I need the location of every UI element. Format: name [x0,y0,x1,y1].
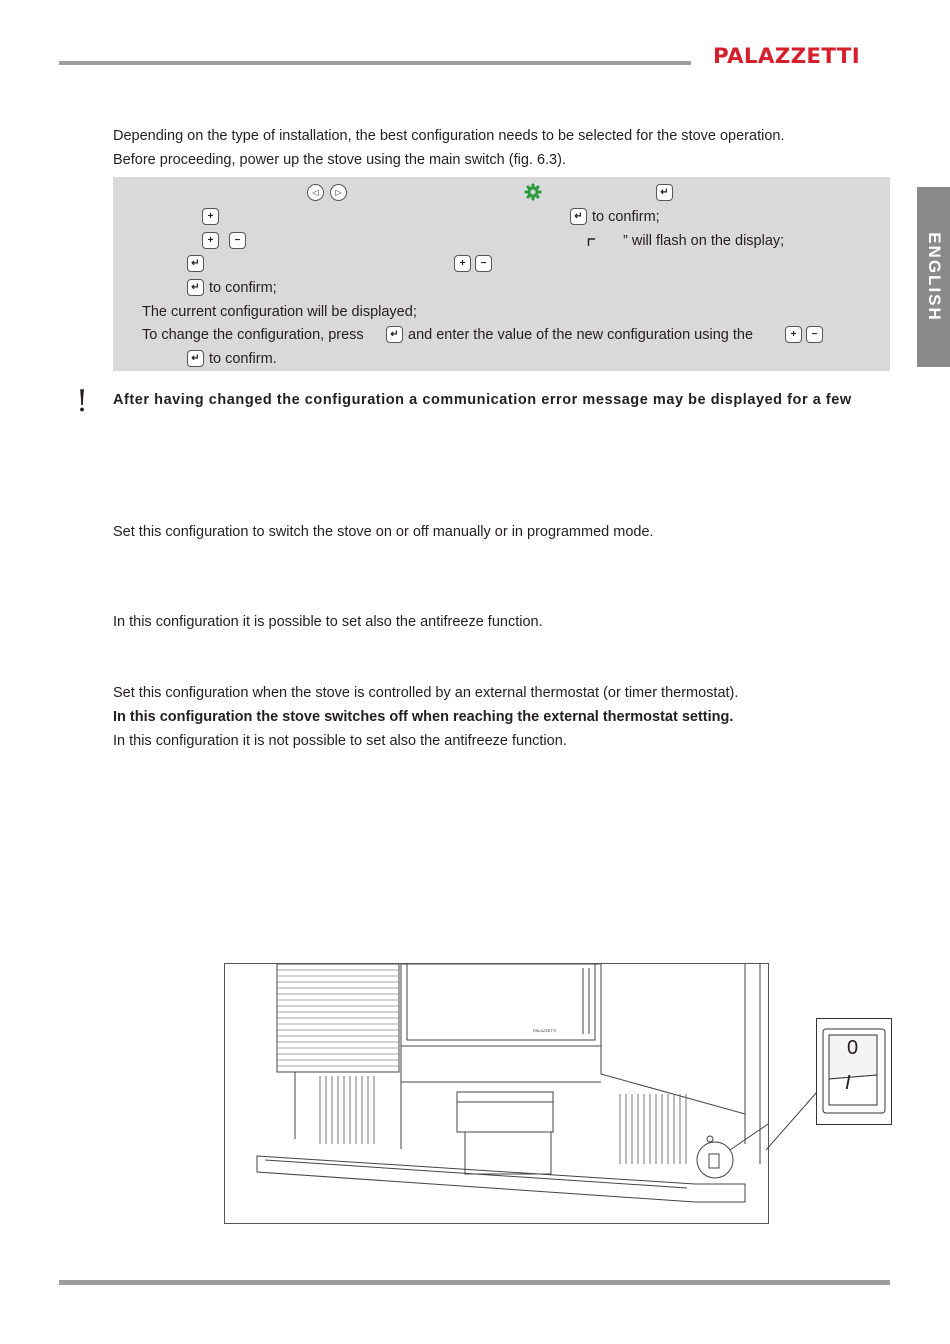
section-3-text: Set this configuration when the stove is controlled by an external thermostat (or timer thermostat). [113,685,739,701]
rocker-switch-icon [817,1019,891,1124]
enter-key-icon: ↵ [570,208,587,225]
enter-key-icon: ↵ [187,279,204,296]
intro-line-2: Before proceeding, power up the stove using the main switch (fig. 6.3). [113,152,566,168]
box-row-2-text: to confirm; [592,209,660,225]
stove-badge: PALAZZETTI [533,1028,557,1033]
plus-key-icon: + [202,232,219,249]
enter-key-icon: ↵ [187,350,204,367]
switch-off-label: 0 [847,1037,859,1059]
box-row-3-text: ” will flash on the display; [623,233,785,249]
switch-on-label: I [845,1072,851,1094]
box-row-8-text: to confirm. [209,351,277,367]
brand-logo: PALAZZETTI [713,44,860,68]
plus-key-icon: + [202,208,219,225]
box-row-6-text: The current configuration will be displayed; [142,304,417,320]
warning-mark: ! [76,384,89,419]
main-switch-detail [816,1018,892,1125]
section-3-bold-text: In this configuration the stove switches off when reaching the external thermostat setting. [113,709,734,725]
section-1-text: Set this configuration to switch the stove on or off manually or in programmed mode. [113,524,654,540]
box-row-5-text: to confirm; [209,280,277,296]
box-row-7-text-a: To change the configuration, press [142,327,364,343]
minus-key-icon: − [229,232,246,249]
callout-leader [766,1084,818,1154]
intro-line-1: Depending on the type of installation, the best configuration needs to be selected for the stove operation. [113,128,785,144]
language-tab-label: ENGLISH [924,232,944,322]
display-segment-icon [587,237,597,247]
left-arrow-icon: ◁ [307,184,324,201]
warning-text: After having changed the configuration a communication error message may be displayed for a few [113,392,852,408]
language-tab [917,187,950,367]
footer-rule [59,1280,890,1285]
section-3-note: In this configuration it is not possible to set also the antifreeze function. [113,733,567,749]
box-row-7-text-b: and enter the value of the new configuration using the [408,327,754,343]
plus-key-icon: + [785,326,802,343]
stove-illustration [225,964,768,1223]
enter-key-icon: ↵ [187,255,204,272]
section-2-text: In this configuration it is possible to set also the antifreeze function. [113,614,543,630]
gear-icon [524,183,542,201]
minus-key-icon: − [475,255,492,272]
plus-key-icon: + [454,255,471,272]
enter-key-icon: ↵ [656,184,673,201]
enter-key-icon: ↵ [386,326,403,343]
stove-figure [224,963,769,1224]
minus-key-icon: − [806,326,823,343]
header-rule [59,61,691,65]
right-arrow-icon: ▷ [330,184,347,201]
